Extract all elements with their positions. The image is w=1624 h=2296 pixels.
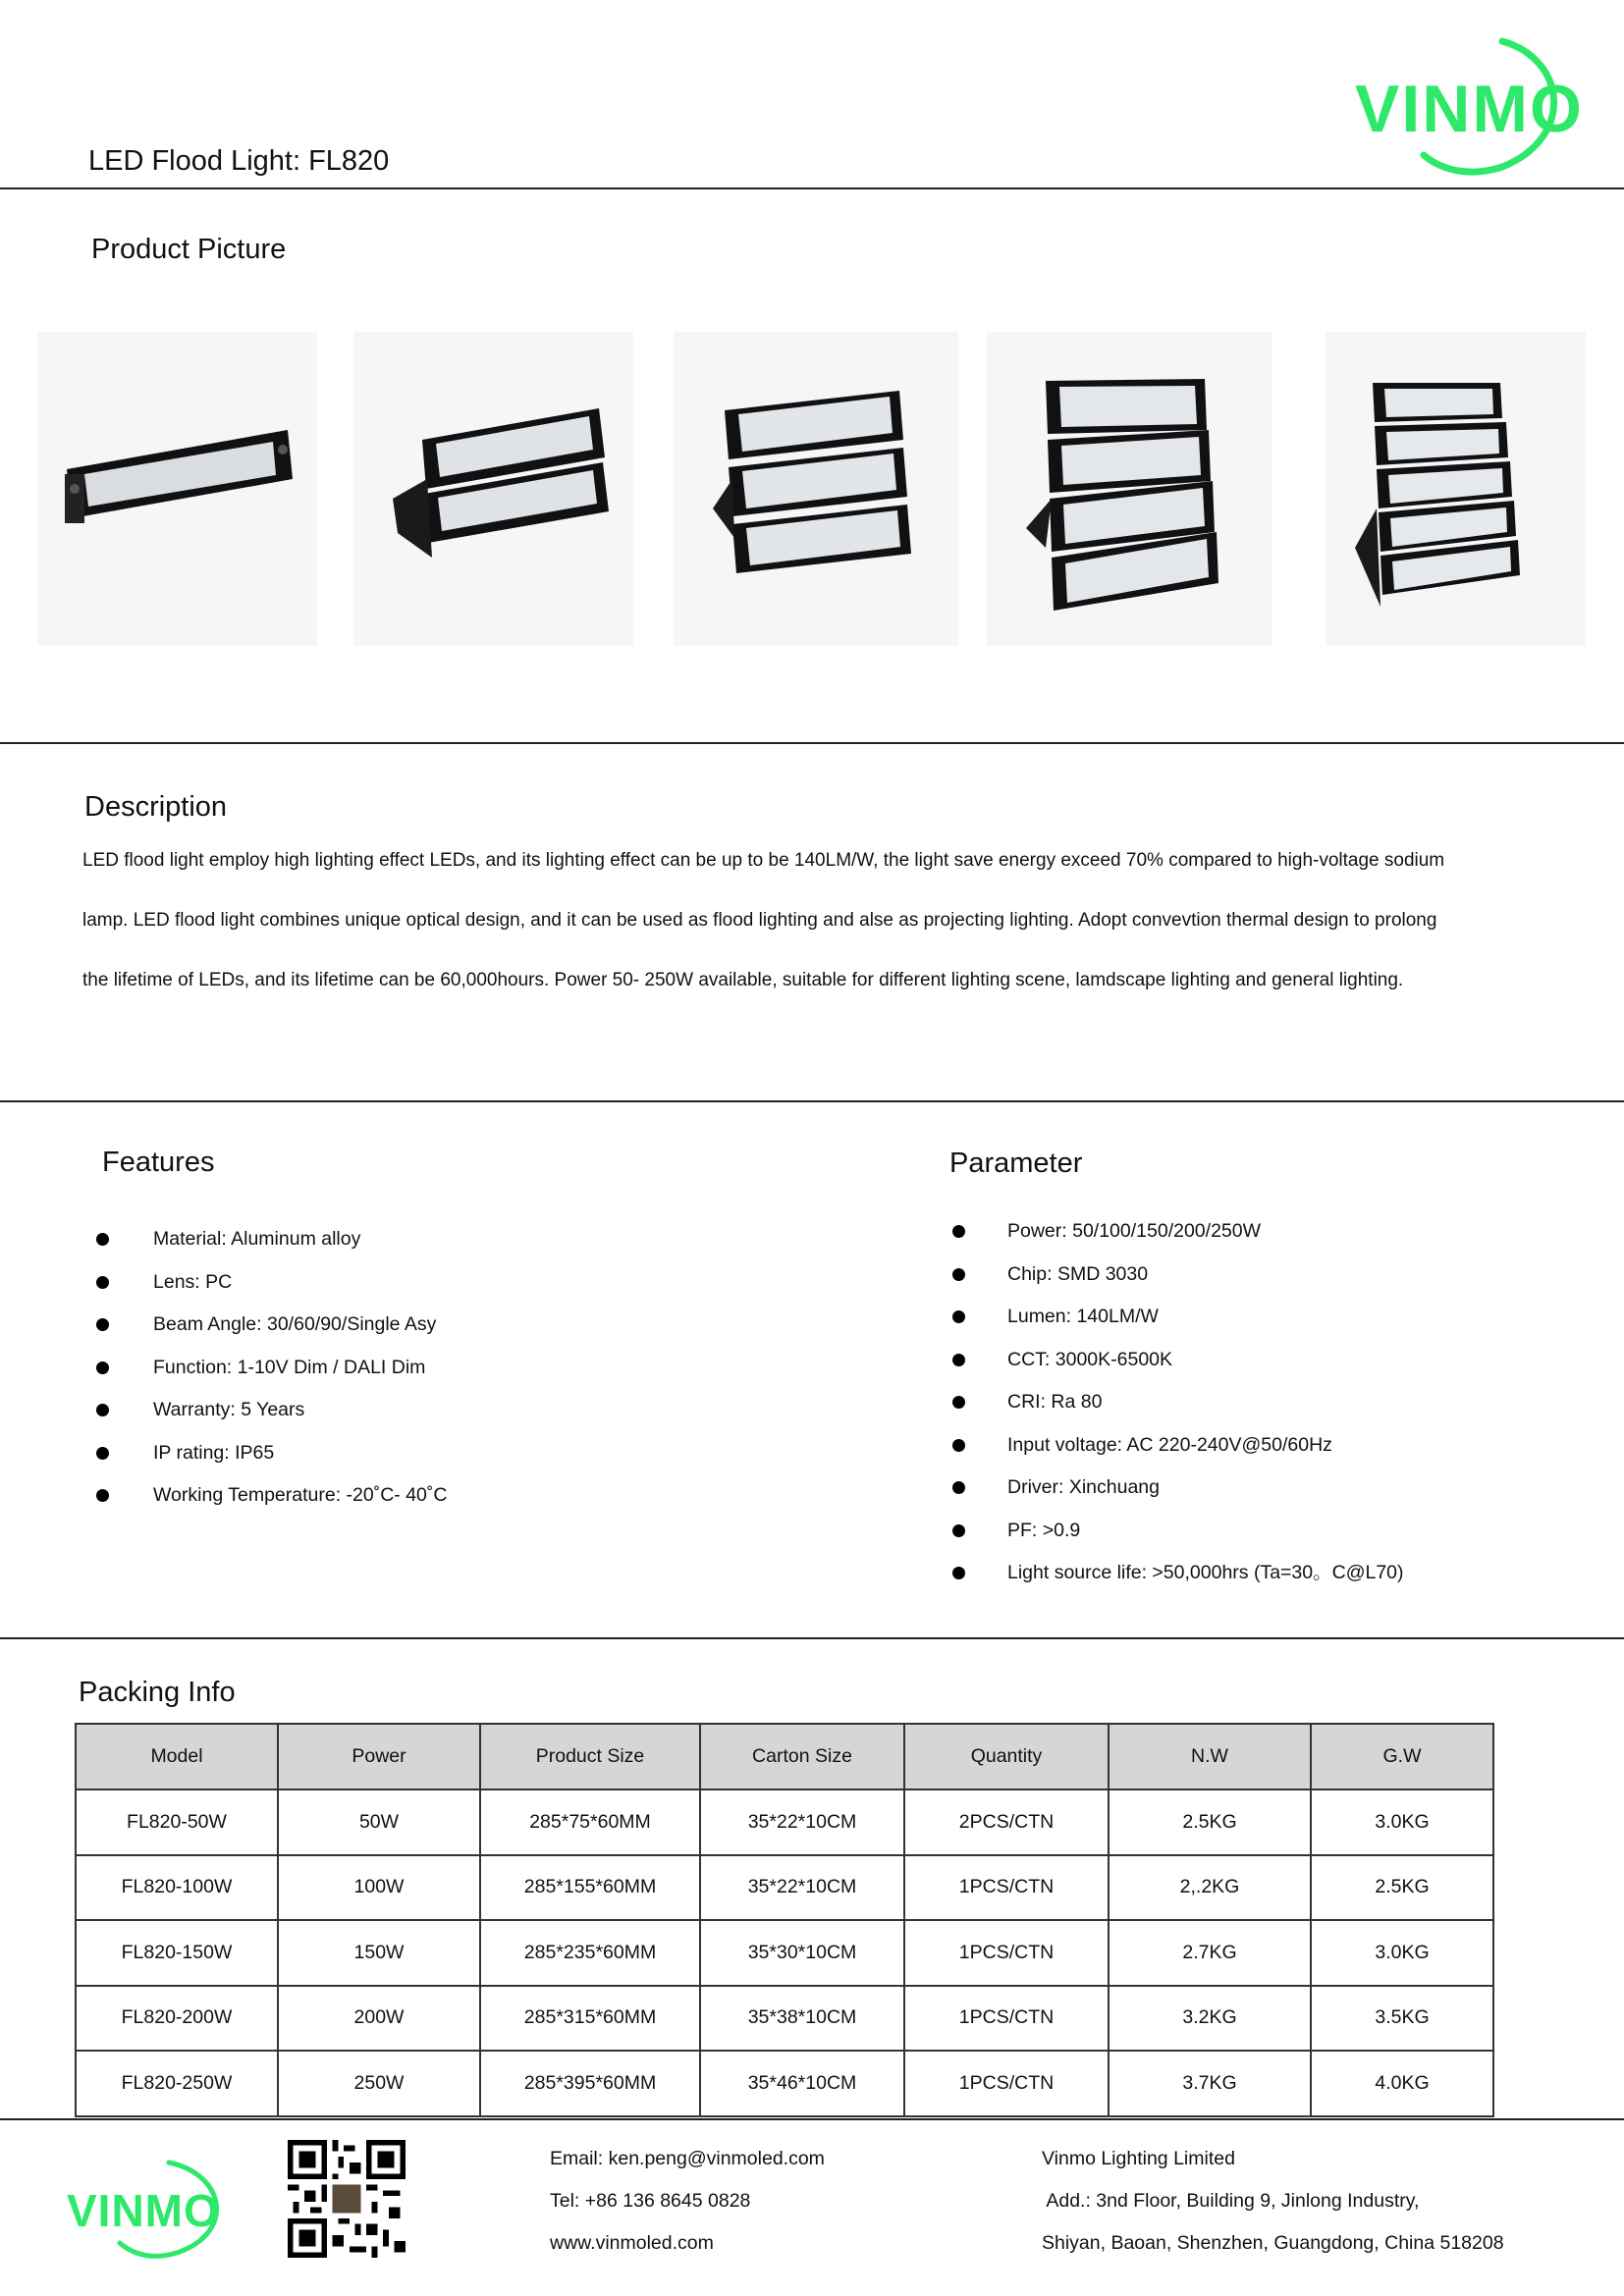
table-cell: 285*235*60MM — [480, 1920, 700, 1986]
features-divider — [0, 1637, 1624, 1639]
table-cell: 35*22*10CM — [700, 1789, 904, 1855]
footer-address-line-2: Shiyan, Baoan, Shenzhen, Guangdong, China 518208 — [1042, 2232, 1504, 2254]
feature-item: Working Temperature: -20˚C- 40˚C — [96, 1474, 882, 1518]
parameter-item: CRI: Ra 80 — [952, 1381, 1600, 1424]
description-line-1: LED flood light employ high lighting effect LEDs, and its lighting effect can be up to be 140LM/W, the light save energy exceed 70% compared to high-voltage sodium — [82, 850, 1445, 871]
parameter-item: Chip: SMD 3030 — [952, 1254, 1600, 1297]
description-line-3: the lifetime of LEDs, and its lifetime can be 60,000hours. Power 50- 250W available, suitable for different lighting scene, lamdscape lighting and general lighting. — [82, 970, 1404, 990]
table-row — [76, 2051, 1493, 2116]
product-photo-250w — [1326, 332, 1586, 646]
table-cell: 3.7KG — [1109, 2051, 1311, 2116]
picture-divider — [0, 742, 1624, 744]
table-cell: 35*38*10CM — [700, 1986, 904, 2052]
table-row — [76, 1789, 1493, 1855]
table-cell: 3.5KG — [1311, 1986, 1493, 2052]
product-photo-100w — [353, 332, 633, 646]
features-heading: Features — [102, 1147, 215, 1178]
product-photo-50w — [37, 332, 317, 646]
column-header: Quantity — [904, 1724, 1109, 1789]
table-row — [76, 1986, 1493, 2052]
bullet-icon — [96, 1447, 109, 1460]
parameter-item: Lumen: 140LM/W — [952, 1296, 1600, 1339]
bullet-icon — [96, 1489, 109, 1502]
bullet-icon — [952, 1310, 965, 1323]
product-photo-150w — [674, 332, 958, 646]
column-header: G.W — [1311, 1724, 1493, 1789]
table-cell: 50W — [278, 1789, 480, 1855]
column-header: Model — [76, 1724, 278, 1789]
footer-address-line-1: Add.: 3nd Floor, Building 9, Jinlong Industry, — [1042, 2190, 1420, 2212]
bullet-icon — [96, 1276, 109, 1289]
table-cell: 250W — [278, 2051, 480, 2116]
parameter-item: Driver: Xinchuang — [952, 1467, 1600, 1510]
footer-company: Vinmo Lighting Limited — [1042, 2148, 1235, 2169]
table-cell: 200W — [278, 1986, 480, 2052]
description-heading: Description — [84, 791, 228, 823]
bullet-icon — [952, 1225, 965, 1238]
page-title: LED Flood Light: FL820 — [88, 145, 390, 177]
column-header: Carton Size — [700, 1724, 904, 1789]
footer-tel: Tel: +86 136 8645 0828 — [550, 2190, 751, 2212]
feature-item: Beam Angle: 30/60/90/Single Asy — [96, 1304, 882, 1347]
features-list — [96, 1218, 882, 1518]
bullet-icon — [952, 1439, 965, 1452]
feature-item: Warranty: 5 Years — [96, 1389, 882, 1432]
table-cell: 2PCS/CTN — [904, 1789, 1109, 1855]
bullet-icon — [952, 1268, 965, 1281]
feature-item: Material: Aluminum alloy — [96, 1218, 882, 1261]
feature-item: Function: 1-10V Dim / DALI Dim — [96, 1347, 882, 1390]
parameter-item: PF: >0.9 — [952, 1510, 1600, 1553]
parameter-item: Power: 50/100/150/200/250W — [952, 1210, 1600, 1254]
packing-info-heading: Packing Info — [79, 1677, 236, 1708]
column-header: N.W — [1109, 1724, 1311, 1789]
bullet-icon — [952, 1524, 965, 1537]
table-cell: 285*395*60MM — [480, 2051, 700, 2116]
feature-item: Lens: PC — [96, 1261, 882, 1305]
bullet-icon — [96, 1233, 109, 1246]
table-cell: 4.0KG — [1311, 2051, 1493, 2116]
table-cell: 285*75*60MM — [480, 1789, 700, 1855]
table-cell: 3.0KG — [1311, 1789, 1493, 1855]
table-header-row — [76, 1724, 1493, 1789]
product-picture-heading: Product Picture — [91, 234, 287, 265]
bullet-icon — [96, 1404, 109, 1416]
table-cell: FL820-150W — [76, 1920, 278, 1986]
table-cell: FL820-100W — [76, 1855, 278, 1921]
table-cell: 1PCS/CTN — [904, 2051, 1109, 2116]
header-divider — [0, 187, 1624, 189]
description-line-2: lamp. LED flood light combines unique optical design, and it can be used as flood lighting and alse as projecting lighting. Adopt convevtion thermal design to prolong — [82, 910, 1437, 931]
table-cell: 285*315*60MM — [480, 1986, 700, 2052]
table-cell: 3.0KG — [1311, 1920, 1493, 1986]
packing-table — [75, 1723, 1494, 2117]
description-divider — [0, 1100, 1624, 1102]
feature-item: IP rating: IP65 — [96, 1432, 882, 1475]
parameter-heading: Parameter — [949, 1148, 1083, 1179]
table-cell: 1PCS/CTN — [904, 1986, 1109, 2052]
bullet-icon — [96, 1362, 109, 1374]
bullet-icon — [952, 1567, 965, 1579]
table-cell: FL820-200W — [76, 1986, 278, 2052]
table-cell: FL820-250W — [76, 2051, 278, 2116]
bullet-icon — [952, 1354, 965, 1366]
bullet-icon — [952, 1396, 965, 1409]
table-cell: 1PCS/CTN — [904, 1920, 1109, 1986]
bullet-icon — [96, 1318, 109, 1331]
footer-website[interactable]: www.vinmoled.com — [550, 2232, 714, 2254]
table-cell: 35*30*10CM — [700, 1920, 904, 1986]
parameter-list — [952, 1210, 1600, 1595]
column-header: Power — [278, 1724, 480, 1789]
table-cell: 35*22*10CM — [700, 1855, 904, 1921]
table-cell: 2.5KG — [1311, 1855, 1493, 1921]
product-photo-200w — [987, 332, 1272, 646]
brand-logo — [1355, 29, 1591, 187]
bullet-icon — [952, 1481, 965, 1494]
table-cell: FL820-50W — [76, 1789, 278, 1855]
parameter-item: Input voltage: AC 220-240V@50/60Hz — [952, 1424, 1600, 1468]
table-cell: 150W — [278, 1920, 480, 1986]
table-cell: 3.2KG — [1109, 1986, 1311, 2052]
footer-email[interactable]: Email: ken.peng@vinmoled.com — [550, 2148, 825, 2169]
footer-divider — [0, 2118, 1624, 2120]
column-header: Product Size — [480, 1724, 700, 1789]
parameter-item: CCT: 3000K-6500K — [952, 1339, 1600, 1382]
logo-text: VINMO — [1355, 72, 1584, 146]
qr-code — [288, 2140, 406, 2258]
table-cell: 35*46*10CM — [700, 2051, 904, 2116]
table-cell: 2.5KG — [1109, 1789, 1311, 1855]
table-cell: 285*155*60MM — [480, 1855, 700, 1921]
table-row — [76, 1920, 1493, 1986]
parameter-item: Light source life: >50,000hrs (Ta=30。C@L70) — [952, 1552, 1600, 1595]
footer-logo — [61, 2145, 247, 2263]
table-cell: 2,.2KG — [1109, 1855, 1311, 1921]
table-cell: 2.7KG — [1109, 1920, 1311, 1986]
table-cell: 1PCS/CTN — [904, 1855, 1109, 1921]
footer-logo-text: VINMO — [67, 2185, 220, 2236]
table-row — [76, 1855, 1493, 1921]
table-cell: 100W — [278, 1855, 480, 1921]
